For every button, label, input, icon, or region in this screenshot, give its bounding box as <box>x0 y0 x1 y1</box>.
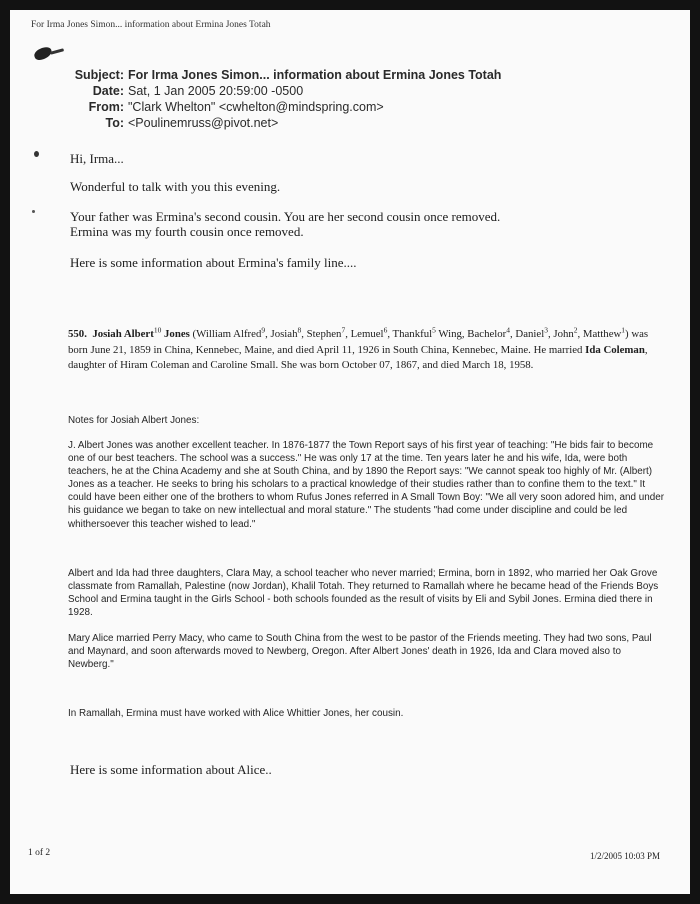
lineage-text: (William Alfred <box>192 328 262 340</box>
generation-6: 6 <box>383 325 388 335</box>
lineage-text: , Josiah <box>265 328 298 340</box>
stray-mark <box>32 210 35 213</box>
generation-9: 9 <box>261 325 266 335</box>
lineage-text: , John <box>547 328 574 340</box>
spouse-name: Ida Coleman <box>585 343 645 356</box>
lineage-text: , daughter of Hiram Coleman and Caroline Small. She was born October 07, 1867, and died March 18, 1958. <box>68 343 648 371</box>
to-value: <Poulinemruss@pivot.net> <box>128 116 279 130</box>
lineage-text: , Matthew <box>577 328 622 340</box>
paragraph-1: Wonderful to talk with you this evening. <box>70 179 281 194</box>
lineage-text: ) was born June 21, 1859 in China, Kennebec, Maine, and died April 11, 1926 in South China, Kennebec, Maine. He married <box>68 328 649 356</box>
email-header <box>72 67 501 131</box>
lineage-text: , Daniel <box>510 328 545 340</box>
date-value: Sat, 1 Jan 2005 20:59:00 -0500 <box>128 84 304 98</box>
entry-number: 550. <box>68 328 87 340</box>
generation-4: 4 <box>506 325 511 335</box>
generation-10: 10 <box>153 325 162 335</box>
lineage-text: Wing, Bachelor <box>435 328 507 340</box>
subject-value: For Irma Jones Simon... information about Ermina Jones Totah <box>128 68 502 82</box>
greeting: Hi, Irma... <box>70 151 124 166</box>
punch-mark <box>34 151 39 157</box>
from-row <box>72 99 501 115</box>
notes-paragraph-4: In Ramallah, Ermina must have worked with Alice Whittier Jones, her cousin. <box>68 708 404 719</box>
person-surname: Jones <box>164 328 190 340</box>
from-value: "Clark Whelton" <cwhelton@mindspring.com> <box>128 100 384 114</box>
genealogy-entry <box>68 327 668 374</box>
lineage-text: , Thankful <box>387 328 433 340</box>
closing-line: Here is some information about Alice.. <box>70 762 272 777</box>
generation-2: 2 <box>573 325 578 335</box>
date-row <box>72 83 501 99</box>
to-row <box>72 115 501 131</box>
generation-7: 7 <box>341 325 346 335</box>
generation-3: 3 <box>544 325 548 335</box>
notes-paragraph-2: Albert and Ida had three daughters, Clara May, a school teacher who never married; Ermina, born in 1892, who married her Oak Grove classmate from Ramallah, Palestine (now Jordan), Khalil Totah. They returned to Ramallah where he became head of the Friends Boys School and Ermina taught in the Girls School - both schools founded as the result of visits by Eli and Sybil Jones. Ermina died there in 1928. <box>68 568 659 619</box>
page-number: 1 of 2 <box>28 848 51 858</box>
document-page <box>10 10 690 894</box>
generation-8: 8 <box>297 325 302 335</box>
paragraph-3: Here is some information about Ermina's family line.... <box>70 255 357 270</box>
from-label: From: <box>88 100 124 114</box>
subject-label: Subject: <box>74 68 124 82</box>
notes-paragraph-1: J. Albert Jones was another excellent teacher. In 1876-1877 the Town Report says of his first year of teaching: "He bids fair to become one of our best teachers. The school was a success." He was only 17 at the time. Ten years later he and his wife, Ida, were both teachers, he at the China Academy and she at South China, and by 1890 the Report says: "We cannot speak too highly of Mr. (Albert) Jones as a teacher. He seeks to bring his scholars to a practical knowledge of their studies rather than to confine them to the text." It could have been either one of the brothers to whom Rufus Jones referred in A Small Town Boy: "We all very soon adored him, and under his guidance we began to take on new intellectual and moral stature." The students "had come under discipline and could be led whithersoever this teacher wished to lead." <box>68 440 664 530</box>
to-label: To: <box>105 116 124 130</box>
ink-smudge <box>50 48 64 55</box>
paragraph-2-line-2: Ermina was my fourth cousin once removed. <box>70 224 304 239</box>
print-header: For Irma Jones Simon... information about Ermina Jones Totah <box>31 20 271 30</box>
notes-heading: Notes for Josiah Albert Jones: <box>68 415 200 426</box>
generation-1: 1 <box>621 325 626 335</box>
lineage-text: , Stephen <box>301 328 342 340</box>
subject-row <box>72 67 501 83</box>
date-label: Date: <box>92 84 124 98</box>
notes-paragraph-3: Mary Alice married Perry Macy, who came to South China from the west to be pastor of the Friends meeting. They had two sons, Paul and Maynard, and soon afterwards moved to Newberg, Oregon. After Albert Jones' death in 1926, Ida and Clara moved also to Newberg." <box>68 633 652 671</box>
lineage-text: , Lemuel <box>345 328 384 340</box>
print-timestamp: 1/2/2005 10:03 PM <box>590 851 661 861</box>
paragraph-2-line-1: Your father was Ermina's second cousin. You are her second cousin once removed. <box>70 209 501 224</box>
generation-5: 5 <box>432 325 436 335</box>
person-name: Josiah Albert <box>92 328 154 340</box>
